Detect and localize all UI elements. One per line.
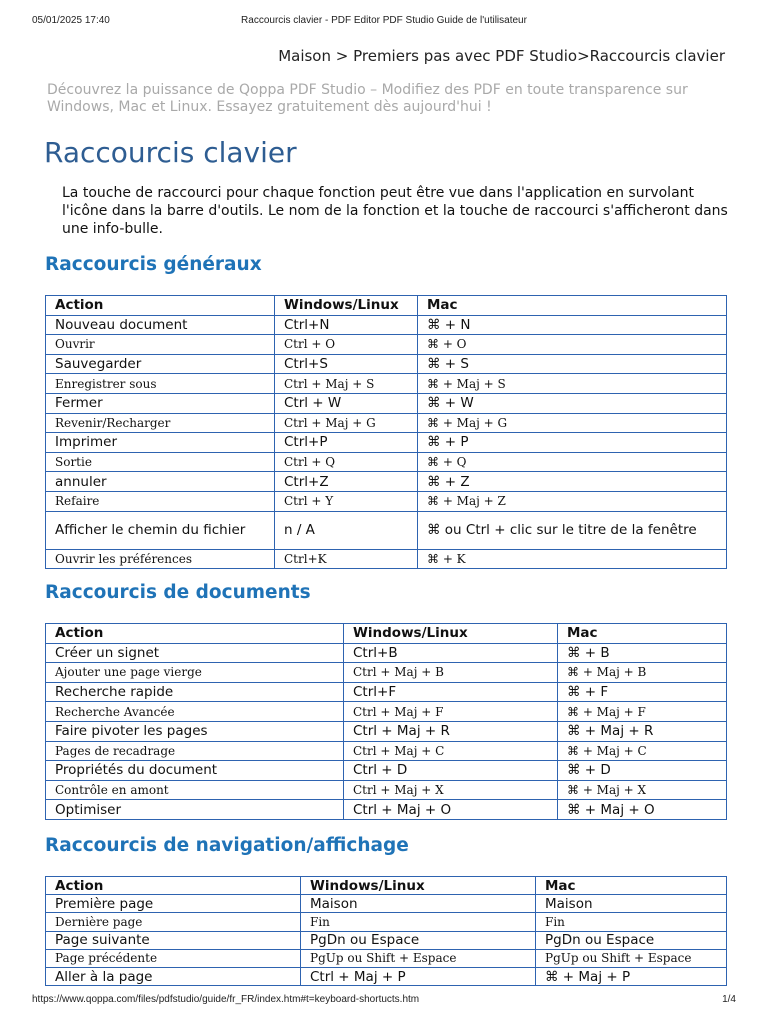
print-page-number: 1/4 — [722, 994, 736, 1005]
windows-shortcut-cell: PgUp ou Shift + Espace — [301, 949, 536, 967]
windows-shortcut-cell: PgDn ou Espace — [301, 931, 536, 949]
column-header: Windows/Linux — [301, 877, 536, 895]
table-row — [46, 393, 727, 413]
table-row — [46, 721, 727, 741]
print-title: Raccourcis clavier - PDF Editor PDF Studio Guide de l'utilisateur — [241, 15, 527, 26]
table-row — [46, 741, 727, 761]
mac-shortcut-cell: ⌘ + Z — [418, 472, 727, 492]
mac-shortcut-cell: ⌘ + D — [558, 761, 727, 781]
windows-shortcut-cell: Ctrl+Z — [275, 472, 418, 492]
print-date: 05/01/2025 17:40 — [32, 15, 110, 26]
column-header: Mac — [418, 296, 727, 316]
table-row — [46, 643, 727, 663]
page-title: Raccourcis clavier — [44, 136, 297, 169]
mac-shortcut-cell: PgUp ou Shift + Espace — [536, 949, 727, 967]
table-row — [46, 549, 727, 569]
mac-shortcut-cell: ⌘ + K — [418, 549, 727, 569]
section-title-navigation: Raccourcis de navigation/affichage — [45, 835, 409, 856]
table-row — [46, 511, 727, 549]
breadcrumb[interactable]: Maison > Premiers pas avec PDF Studio>Raccourcis clavier — [278, 47, 725, 65]
action-cell: Propriétés du document — [46, 761, 344, 781]
action-cell: Ouvrir les préférences — [46, 549, 275, 569]
table-row — [46, 433, 727, 453]
action-cell: Ouvrir — [46, 335, 275, 355]
action-cell: Contrôle en amont — [46, 780, 344, 800]
windows-shortcut-cell: Ctrl+K — [275, 549, 418, 569]
table-row — [46, 315, 727, 335]
table-header-row — [46, 877, 727, 895]
table-row — [46, 913, 727, 931]
windows-shortcut-cell: Ctrl+F — [344, 682, 558, 702]
action-cell: Fermer — [46, 393, 275, 413]
mac-shortcut-cell: ⌘ + B — [558, 643, 727, 663]
windows-shortcut-cell: n / A — [275, 511, 418, 549]
mac-shortcut-cell: ⌘ + Maj + X — [558, 780, 727, 800]
windows-shortcut-cell: Ctrl + Maj + O — [344, 800, 558, 820]
intro-paragraph: La touche de raccourci pour chaque fonction peut être vue dans l'application en survolant l'icône dans la barre d'outils. Le nom de la fonction et la touche de raccourci s'afficheront dans une info-bulle. — [62, 185, 728, 237]
table-row — [46, 682, 727, 702]
windows-shortcut-cell: Ctrl + Y — [275, 491, 418, 511]
table-row — [46, 931, 727, 949]
table-row — [46, 702, 727, 722]
mac-shortcut-cell: ⌘ + Maj + R — [558, 721, 727, 741]
windows-shortcut-cell: Ctrl + Q — [275, 452, 418, 472]
table-row — [46, 967, 727, 985]
shortcut-table-documents — [45, 623, 727, 820]
action-cell: Enregistrer sous — [46, 374, 275, 394]
column-header: Windows/Linux — [275, 296, 418, 316]
action-cell: Revenir/Recharger — [46, 413, 275, 433]
windows-shortcut-cell: Fin — [301, 913, 536, 931]
windows-shortcut-cell: Ctrl+N — [275, 315, 418, 335]
promo-banner[interactable]: Découvrez la puissance de Qoppa PDF Studio – Modifiez des PDF en toute transparence sur Windows, Mac et Linux. Essayez gratuitement dès aujourd'hui ! — [47, 82, 688, 115]
action-cell: Pages de recadrage — [46, 741, 344, 761]
mac-shortcut-cell: ⌘ + Maj + O — [558, 800, 727, 820]
mac-shortcut-cell: ⌘ + O — [418, 335, 727, 355]
windows-shortcut-cell: Ctrl + Maj + R — [344, 721, 558, 741]
column-header: Action — [46, 877, 301, 895]
mac-shortcut-cell: PgDn ou Espace — [536, 931, 727, 949]
mac-shortcut-cell: ⌘ + P — [418, 433, 727, 453]
action-cell: Dernière page — [46, 913, 301, 931]
action-cell: Nouveau document — [46, 315, 275, 335]
table-row — [46, 895, 727, 913]
table-row — [46, 452, 727, 472]
windows-shortcut-cell: Ctrl + D — [344, 761, 558, 781]
windows-shortcut-cell: Ctrl + Maj + B — [344, 663, 558, 683]
action-cell: Page suivante — [46, 931, 301, 949]
table-row — [46, 949, 727, 967]
table-row — [46, 800, 727, 820]
action-cell: Créer un signet — [46, 643, 344, 663]
mac-shortcut-cell: ⌘ + S — [418, 354, 727, 374]
table-row — [46, 491, 727, 511]
action-cell: Recherche rapide — [46, 682, 344, 702]
table-row — [46, 335, 727, 355]
column-header: Mac — [558, 624, 727, 644]
table-row — [46, 780, 727, 800]
print-url: https://www.qoppa.com/files/pdfstudio/guide/fr_FR/index.htm#t=keyboard-shortucts.htm — [32, 994, 420, 1005]
action-cell: Aller à la page — [46, 967, 301, 985]
mac-shortcut-cell: ⌘ + Maj + G — [418, 413, 727, 433]
column-header: Action — [46, 624, 344, 644]
table-row — [46, 761, 727, 781]
mac-shortcut-cell: ⌘ + Maj + P — [536, 967, 727, 985]
mac-shortcut-cell: ⌘ + Maj + C — [558, 741, 727, 761]
action-cell: Première page — [46, 895, 301, 913]
table-row — [46, 472, 727, 492]
mac-shortcut-cell: ⌘ + F — [558, 682, 727, 702]
action-cell: Sortie — [46, 452, 275, 472]
table-header-row — [46, 296, 727, 316]
shortcut-table-navigation — [45, 876, 727, 986]
mac-shortcut-cell: ⌘ + Maj + S — [418, 374, 727, 394]
table-row — [46, 354, 727, 374]
windows-shortcut-cell: Ctrl + W — [275, 393, 418, 413]
windows-shortcut-cell: Maison — [301, 895, 536, 913]
column-header: Mac — [536, 877, 727, 895]
section-title-documents: Raccourcis de documents — [45, 582, 311, 603]
mac-shortcut-cell: ⌘ + Maj + B — [558, 663, 727, 683]
windows-shortcut-cell: Ctrl + Maj + C — [344, 741, 558, 761]
action-cell: Sauvegarder — [46, 354, 275, 374]
shortcut-table-general — [45, 295, 727, 569]
windows-shortcut-cell: Ctrl+B — [344, 643, 558, 663]
action-cell: Optimiser — [46, 800, 344, 820]
windows-shortcut-cell: Ctrl + Maj + P — [301, 967, 536, 985]
table-row — [46, 663, 727, 683]
mac-shortcut-cell: Maison — [536, 895, 727, 913]
table-header-row — [46, 624, 727, 644]
mac-shortcut-cell: ⌘ + N — [418, 315, 727, 335]
mac-shortcut-cell: ⌘ + Q — [418, 452, 727, 472]
action-cell: Faire pivoter les pages — [46, 721, 344, 741]
action-cell: Imprimer — [46, 433, 275, 453]
mac-shortcut-cell: ⌘ ou Ctrl + clic sur le titre de la fenêtre — [418, 511, 727, 549]
action-cell: Recherche Avancée — [46, 702, 344, 722]
mac-shortcut-cell: ⌘ + Maj + Z — [418, 491, 727, 511]
table-row — [46, 374, 727, 394]
windows-shortcut-cell: Ctrl + O — [275, 335, 418, 355]
mac-shortcut-cell: ⌘ + Maj + F — [558, 702, 727, 722]
action-cell: Page précédente — [46, 949, 301, 967]
windows-shortcut-cell: Ctrl + Maj + G — [275, 413, 418, 433]
action-cell: Ajouter une page vierge — [46, 663, 344, 683]
action-cell: Afficher le chemin du fichier — [46, 511, 275, 549]
windows-shortcut-cell: Ctrl + Maj + X — [344, 780, 558, 800]
mac-shortcut-cell: Fin — [536, 913, 727, 931]
table-row — [46, 413, 727, 433]
column-header: Action — [46, 296, 275, 316]
action-cell: annuler — [46, 472, 275, 492]
windows-shortcut-cell: Ctrl+S — [275, 354, 418, 374]
action-cell: Refaire — [46, 491, 275, 511]
column-header: Windows/Linux — [344, 624, 558, 644]
mac-shortcut-cell: ⌘ + W — [418, 393, 727, 413]
section-title-general: Raccourcis généraux — [45, 254, 262, 275]
windows-shortcut-cell: Ctrl + Maj + S — [275, 374, 418, 394]
windows-shortcut-cell: Ctrl + Maj + F — [344, 702, 558, 722]
windows-shortcut-cell: Ctrl+P — [275, 433, 418, 453]
